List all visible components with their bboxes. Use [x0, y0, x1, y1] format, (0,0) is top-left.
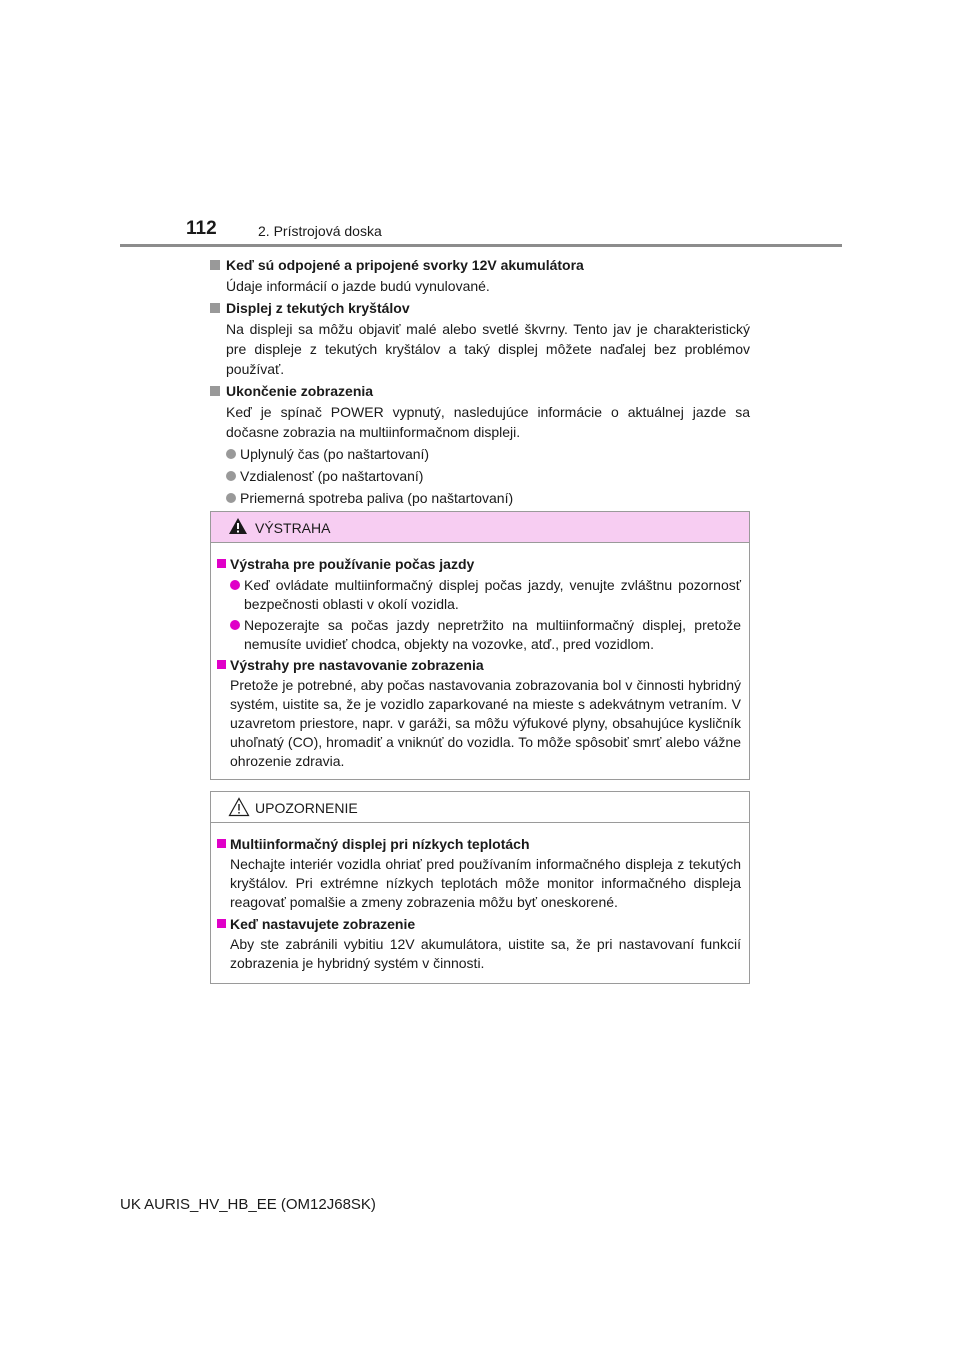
- section-title: Ukončenie zobrazenia: [210, 381, 750, 401]
- warning-header: [211, 512, 749, 543]
- round-bullet-icon: [226, 471, 236, 481]
- round-bullet-icon: [226, 493, 236, 503]
- square-bullet-icon: [210, 260, 220, 270]
- section-title: Displej z tekutých kryštálov: [210, 298, 750, 318]
- caution-header: [211, 792, 749, 823]
- warning-list-item: Keď ovládate multiinformačný displej počas jazdy, venujte zvláštnu pozornosť bezpečnosti oblasti v okolí vozidla.: [217, 576, 741, 614]
- warning-list-item: Nepozerajte sa počas jazdy nepretržito na multiinformačný displej, pretože nemusíte uvidieť chodca, objekty na vozovke, atď., pred vozidlom.: [217, 616, 741, 654]
- round-bullet-icon: [230, 580, 240, 590]
- round-bullet-icon: [230, 620, 240, 630]
- square-bullet-icon: [217, 559, 226, 568]
- footer-code: UK AURIS_HV_HB_EE (OM12J68SK): [120, 1196, 376, 1213]
- square-bullet-icon: [217, 839, 226, 848]
- header-divider: [120, 244, 842, 247]
- list-item: Uplynulý čas (po naštartovaní): [210, 444, 750, 464]
- page-header: [120, 218, 842, 246]
- list-item: Vzdialenosť (po naštartovaní): [210, 466, 750, 486]
- square-bullet-icon: [210, 303, 220, 313]
- warning-text: Pretože je potrebné, aby počas nastavovania zobrazovania bol v činnosti hybridný systém, uistite sa, že je vozidlo zaparkované na mieste s adekvátnym vetraním. V uzavretom priestore, napr. v garáži, sa môžu výfukové plyny, obsahujúce kysličník uhoľnatý (CO), hromadiť a vniknúť do vozidla. To môže spôsobiť smrť alebo vážne ohrozenie zdravia.: [230, 677, 741, 769]
- page-number: 112: [186, 218, 217, 239]
- round-bullet-icon: [226, 449, 236, 459]
- warning-label: VÝSTRAHA: [255, 520, 331, 536]
- square-bullet-icon: [217, 660, 226, 669]
- caution-label: UPOZORNENIE: [255, 800, 358, 816]
- list-item: Priemerná spotreba paliva (po naštartovaní): [210, 488, 750, 508]
- section-text: Na displeji sa môžu objaviť malé alebo svetlé škvrny. Tento jav je charakteristický pre displeje z tekutých kryštálov a taký displej môžete naďalej bez problémov používať.: [226, 321, 750, 377]
- warning-section-title: Výstrahy pre nastavovanie zobrazenia: [217, 656, 741, 675]
- caution-section-title: Keď nastavujete zobrazenie: [217, 915, 741, 934]
- warning-triangle-icon: [228, 517, 248, 535]
- main-content: [210, 254, 750, 510]
- caution-triangle-icon: [228, 797, 250, 817]
- warning-section-title: Výstraha pre používanie počas jazdy: [217, 555, 741, 574]
- caution-text: Aby ste zabránili vybitiu 12V akumulátora, uistite sa, že pri nastavovaní funkcií zobrazenia je hybridný systém v činnosti.: [230, 936, 741, 971]
- caution-section-title: Multiinformačný displej pri nízkych teplotách: [217, 835, 741, 854]
- section-text: Údaje informácií o jazde budú vynulované.: [226, 278, 490, 294]
- warning-box: [210, 511, 750, 780]
- chapter-title: 2. Prístrojová doska: [258, 223, 382, 239]
- caution-box: [210, 791, 750, 984]
- section-title: Keď sú odpojené a pripojené svorky 12V akumulátora: [210, 255, 750, 275]
- square-bullet-icon: [217, 919, 226, 928]
- section-text: Keď je spínač POWER vypnutý, nasledujúce informácie o aktuálnej jazde sa dočasne zobrazia na multiinformačnom displeji.: [226, 404, 750, 440]
- square-bullet-icon: [210, 386, 220, 396]
- caution-text: Nechajte interiér vozidla ohriať pred používaním informačného displeja z tekutých kryštálov. Pri extrémne nízkych teplotách môže monitor informačného displeja reagovať pomalšie a zmeny zobrazenia môžu byť oneskorené.: [230, 856, 741, 910]
